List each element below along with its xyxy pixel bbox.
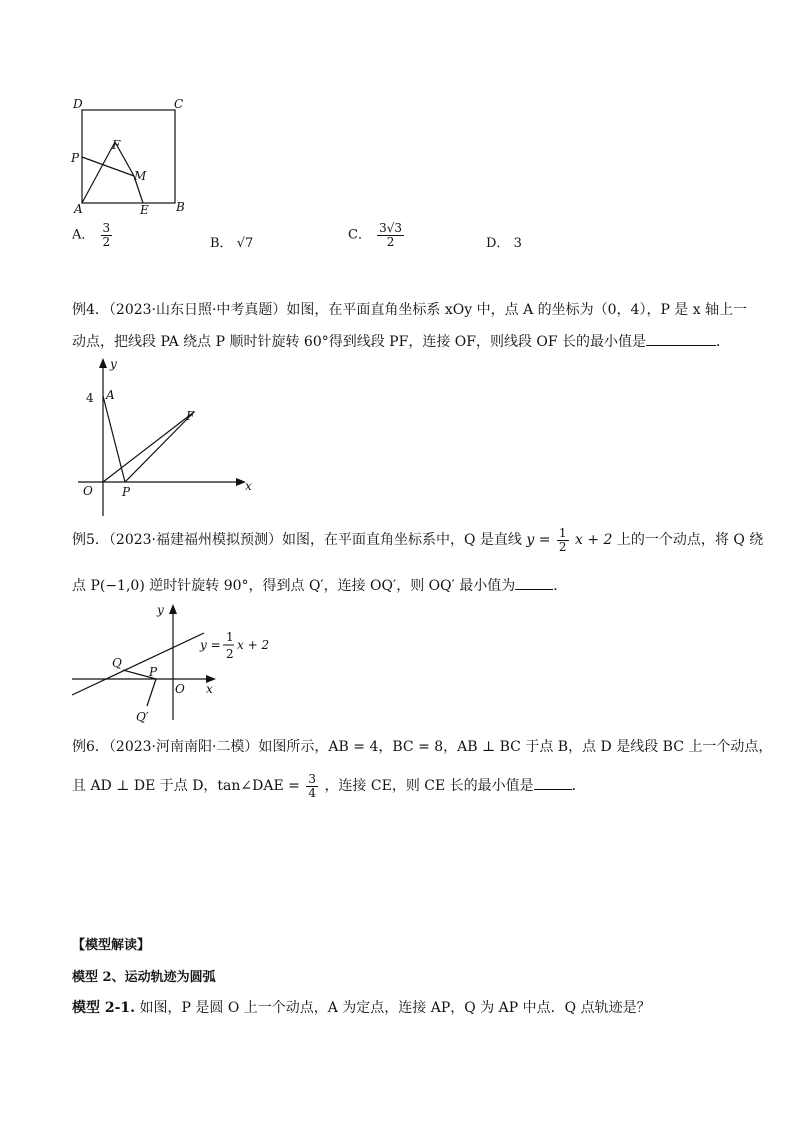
ex5-label-q: Q — [112, 656, 122, 670]
ex5-label-qprime: Q′ — [136, 710, 149, 724]
option-a-letter: A． — [72, 227, 95, 243]
ex5-label-x: x — [206, 682, 213, 696]
ex6-line2-b: ，连接 CE，则 CE 长的最小值是 — [324, 778, 534, 795]
label-c: C — [174, 97, 184, 111]
ex4-label-4: 4 — [86, 391, 94, 405]
option-d-value: 3 — [513, 236, 522, 251]
ex5-figure — [72, 602, 272, 724]
label-d: D — [73, 97, 83, 111]
ex6-answer-blank — [534, 775, 572, 790]
label-p: P — [71, 151, 80, 165]
ex4-label-y: y — [110, 357, 117, 371]
ex5-line1-a: 例5．（2023·福建福州模拟预测）如图，在平面直角坐标系中，Q 是直线 — [72, 532, 522, 549]
ex4-label-p: P — [122, 485, 131, 499]
ex5-eq-fraction — [557, 527, 569, 553]
ex5-line1-b: 上的一个动点，将 Q 绕 — [616, 532, 764, 549]
ex5-line1 — [72, 527, 763, 553]
option-b-value: √7 — [236, 236, 254, 251]
ex4-line2 — [72, 331, 730, 351]
option-c-numerator: 3√3 — [379, 221, 403, 235]
square-figure — [66, 96, 196, 220]
option-a — [72, 222, 114, 248]
option-a-fraction — [101, 222, 113, 248]
ex5-period: ． — [553, 578, 568, 594]
ex4-answer-blank — [646, 331, 716, 346]
ex4-label-a: A — [106, 388, 115, 402]
option-a-numerator: 3 — [102, 221, 111, 235]
ex4-label-x: x — [245, 479, 252, 493]
option-c-letter: C． — [348, 227, 371, 243]
ex5-label-o: O — [175, 682, 185, 696]
ex5-label-p: P — [149, 665, 158, 679]
option-b-letter: B． — [210, 236, 233, 251]
ex4-label-f: F — [186, 409, 195, 423]
model-item-label: 模型 2-1. — [72, 1000, 136, 1016]
ex5-eq-den-label: 2 — [226, 647, 234, 661]
ex5-line2 — [72, 575, 567, 595]
model-header: 【模型解读】 — [72, 938, 151, 953]
ex5-eq-num-label: 1 — [226, 630, 234, 644]
ex5-eq-y: y = — [526, 532, 551, 549]
ex4-line2-text: 动点，把线段 PA 绕点 P 顺时针旋转 60°得到线段 PF，连接 OF，则线段 OF 长的最小值是 — [72, 334, 647, 350]
option-c-denominator: 2 — [386, 234, 395, 249]
ex6-line1: 例6．（2023·河南南阳·二模）如图所示，AB = 4，BC = 8，AB ⊥ BC 于点 B，点 D 是线段 BC 上一个动点， — [72, 739, 773, 755]
ex4-line1: 例4．（2023·山东日照·中考真题）如图，在平面直角坐标系 xOy 中，点 A 的坐标为（0，4），P 是 x 轴上一 — [72, 302, 748, 318]
model-item-text: 如图，P 是圆 O 上一个动点，A 为定点，连接 AP，Q 为 AP 中点．Q 点轨迹是？ — [135, 1000, 651, 1016]
option-d — [486, 232, 522, 251]
ex6-line2 — [72, 773, 586, 799]
ex4-figure — [78, 356, 258, 518]
ex6-period: ． — [571, 778, 586, 795]
ex4-y-arrow — [99, 358, 107, 368]
ex5-eq-rest-label: x + 2 — [237, 638, 270, 652]
model-subtitle: 模型 2、运动轨迹为圆弧 — [72, 970, 216, 985]
option-c — [348, 222, 406, 248]
ex5-label-y: y — [157, 603, 164, 617]
ex5-line2-text: 点 P(−1,0) 逆时针旋转 90°，得到点 Q′，连接 OQ′，则 OQ′ 最小值为 — [72, 578, 516, 594]
ex5-eq-y-label: y = — [200, 638, 221, 652]
ex5-answer-blank — [515, 575, 553, 590]
label-a: A — [74, 202, 83, 216]
ex6-tan-fraction — [306, 773, 318, 799]
ex4-period: ． — [716, 334, 731, 350]
ex4-label-o: O — [83, 484, 93, 498]
label-b: B — [176, 200, 185, 214]
ex6-tan-denominator: 4 — [308, 785, 316, 800]
option-c-fraction — [377, 222, 404, 248]
option-a-denominator: 2 — [102, 234, 111, 249]
label-e: E — [140, 203, 149, 217]
ex6-line2-a: 且 AD ⊥ DE 于点 D，tan∠DAE = — [72, 778, 300, 795]
ex6-tan-numerator: 3 — [308, 772, 316, 786]
option-b — [210, 232, 253, 251]
option-d-letter: D． — [486, 236, 510, 251]
ex5-eq-numerator: 1 — [558, 526, 567, 540]
label-f: F — [112, 138, 121, 152]
ex5-eq-denominator: 2 — [558, 539, 567, 554]
ex5-eq-rest: x + 2 — [575, 532, 613, 549]
label-m: M — [134, 169, 147, 183]
ex5-y-arrow — [169, 604, 177, 614]
model-item — [72, 997, 651, 1017]
